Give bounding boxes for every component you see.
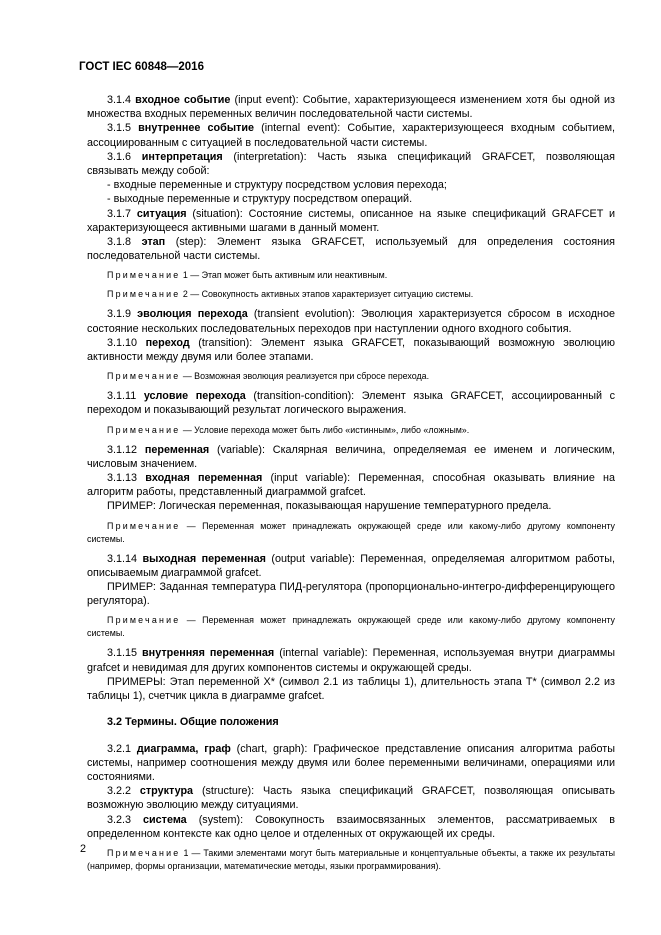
example: ПРИМЕРЫ: Этап переменной X* (символ 2.1 из таблицы 1), длительность этапа T* (символ 2.2 из таблицы 1), счетчик цикла в диаграмме grafcet. bbox=[87, 675, 615, 703]
term-3-1-13: 3.1.13 входная переменная (input variable): Переменная, способная оказывать влияние на алгоритм работы, представленный диаграммой grafcet. bbox=[87, 472, 615, 499]
document-header: ГОСТ IEC 60848—2016 bbox=[79, 61, 204, 73]
term-3-1-8: 3.1.8 этап (step): Элемент языка GRAFCET, используемый для определения состояния последовательной части системы. bbox=[87, 236, 615, 263]
list-item: - входные переменные и структуру посредством условия перехода; bbox=[107, 179, 447, 192]
term-3-1-12: 3.1.12 переменная (variable): Скалярная величина, определяемая ее именем и логическим, числовым значением. bbox=[87, 443, 616, 470]
document-body bbox=[87, 93, 615, 879]
term-3-1-14: 3.1.14 выходная переменная (output variable): Переменная, определяемая алгоритмом работы, описываемым диаграммой grafcet. bbox=[87, 552, 616, 579]
note: Примечание — Возможная эволюция реализуется при сбросе перехода. bbox=[107, 371, 430, 382]
term-3-1-4: 3.1.4 входное событие (input event): Событие, характеризующееся изменением хотя бы одной из множества входных переменных величин последовательной части системы. bbox=[87, 94, 615, 121]
example: ПРИМЕР: Логическая переменная, показывающая нарушение температурного предела. bbox=[107, 500, 552, 513]
term-3-2-1: 3.2.1 диаграмма, граф (chart, graph): Графическое представление описания алгоритма работы системы, например соотношения между двумя или более переменными величинами, операциями или состояниями. bbox=[87, 742, 616, 783]
example: ПРИМЕР: Заданная температура ПИД-регулятора (пропорционально-интегро-дифференцирующего регулятора). bbox=[87, 581, 615, 608]
note: Примечание 2 — Совокупность активных этапов характеризует ситуацию системы. bbox=[107, 289, 474, 300]
list-item: - выходные переменные и структуру посредством операций. bbox=[107, 193, 413, 206]
note: Примечание 1 — Этап может быть активным или неактивным. bbox=[107, 270, 388, 281]
term-3-1-6: 3.1.6 интерпретация (interpretation): Часть языка спецификаций GRAFCET, позволяющая связывать между собой: bbox=[87, 150, 616, 178]
note: Примечание — Переменная может принадлежать окружающей среде или какому-либо другому компоненту системы. bbox=[87, 520, 615, 544]
term-3-1-10: 3.1.10 переход (transition): Элемент языка GRAFCET, показывающий возможную эволюцию активности между двумя или более этапами. bbox=[87, 336, 615, 364]
term-3-1-5: 3.1.5 внутреннее событие (internal event): Событие, характеризующееся входным событием, ассоциированным с ситуацией в последовательной части системы. bbox=[87, 122, 616, 149]
note: Примечание — Переменная может принадлежать окружающей среде или какому-либо другому компоненту системы. bbox=[87, 615, 615, 639]
term-3-2-3: 3.2.3 система (system): Совокупность взаимосвязанных элементов, рассматриваемых в определенном контексте как одно целое и отделенных от окружающей их среды. bbox=[87, 813, 615, 840]
term-3-2-2: 3.2.2 структура (structure): Часть языка спецификаций GRAFCET, позволяющая описывать возможную эволюцию между ситуациями. bbox=[87, 785, 616, 812]
note: Примечание — Условие перехода может быть либо «истинным», либо «ложным». bbox=[107, 424, 470, 435]
term-3-1-7: 3.1.7 ситуация (situation): Состояние системы, описанное на языке спецификаций GRAFCET и характеризующееся активными шагами в данный момент. bbox=[87, 207, 616, 234]
term-3-1-15: 3.1.15 внутренняя переменная (internal variable): Переменная, используемая внутри диаграммы grafcet и невидимая для других компонентов системы и окружающей среды. bbox=[87, 647, 615, 674]
term-3-1-9: 3.1.9 эволюция перехода (transient evolution): Эволюция характеризуется сбросом в исходное состояние нескольких последовательных переходов при наступлении одного входного события. bbox=[87, 308, 616, 335]
section-heading: 3.2 Термины. Общие положения bbox=[107, 716, 279, 729]
term-3-1-11: 3.1.11 условие перехода (transition-condition): Элемент языка GRAFCET, ассоциированный с переходом и показывающий результат логического выражения. bbox=[87, 390, 615, 417]
page-number: 2 bbox=[80, 843, 87, 855]
note: Примечание 1 — Такими элементами могут быть материальные и концептуальные объекты, а также их результаты (например, формы организации, математические методы, языки программирования). bbox=[87, 847, 615, 871]
